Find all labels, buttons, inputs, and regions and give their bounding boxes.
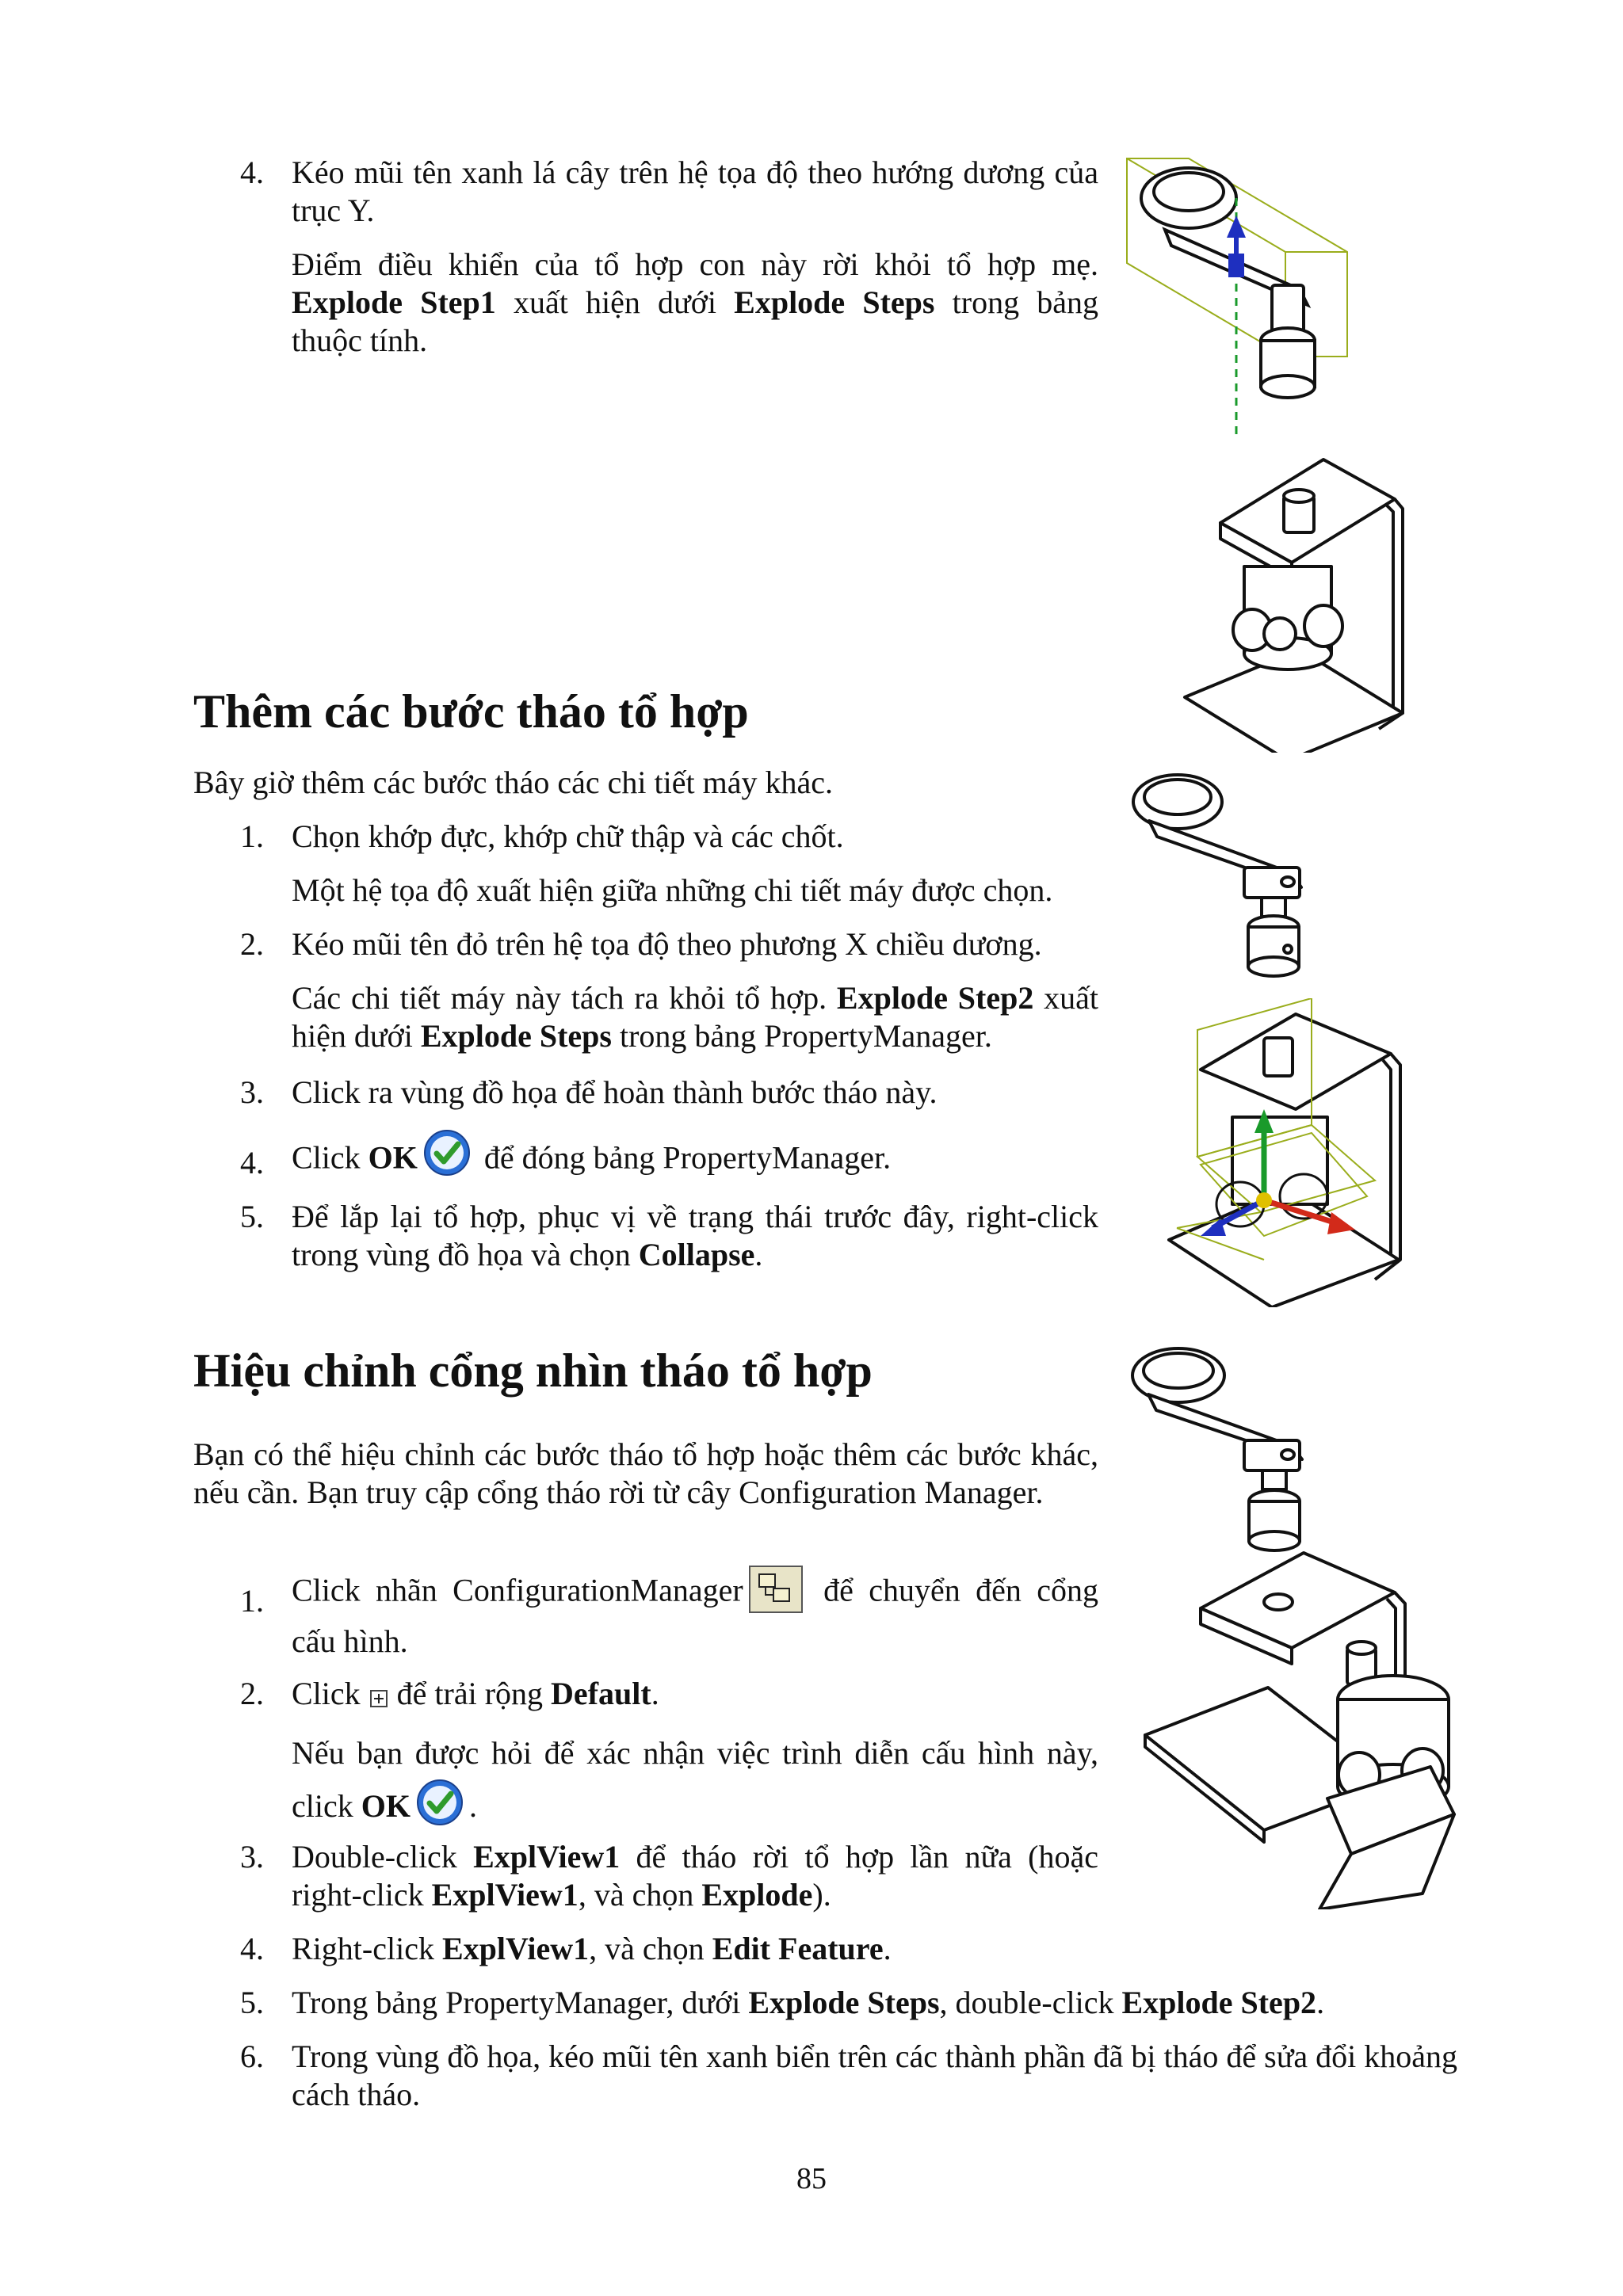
step-text: Right-click ExplView1, và chọn Edit Feature. <box>292 1931 892 1966</box>
step-number: 5. <box>240 1985 264 2020</box>
bold-term: Explode Steps <box>734 284 935 320</box>
step-note: Nếu bạn được hỏi để xác nhận việc trình diễn cấu hình này, click OK . <box>292 1729 1098 1841</box>
figure-frame-assembly <box>1165 452 1419 753</box>
configuration-manager-tab-icon[interactable] <box>748 1565 804 1623</box>
step-text: Click ra vùng đồ họa để hoàn thành bước tháo này. <box>292 1074 938 1110</box>
bold-term: Explode Step2 <box>1121 1985 1317 2020</box>
bold-term: Default <box>551 1676 651 1711</box>
section-heading: Thêm các bước tháo tổ hợp <box>193 685 749 738</box>
step-text: Click để trải rộng Default. <box>292 1675 1098 1716</box>
bold-term: ExplView1 <box>473 1839 621 1875</box>
step-number: 1. <box>240 818 264 854</box>
bold-term: OK <box>368 1139 418 1176</box>
step-number: 1. <box>240 1583 264 1619</box>
step-number: 5. <box>240 1199 264 1234</box>
step-text: Kéo mũi tên đỏ trên hệ tọa độ theo phương X chiều dương. <box>292 926 1042 962</box>
bold-term: OK <box>361 1788 411 1825</box>
step-note: Các chi tiết máy này tách ra khỏi tổ hợp. Explode Step2 xuất hiện dưới Explode Steps trong bảng PropertyManager. <box>292 980 1099 1054</box>
step-text: Click nhãn ConfigurationManager để chuyển đến cổng cấu hình. <box>292 1565 1098 1661</box>
bold-term: Explode Steps <box>748 1985 940 2020</box>
step-text: Click OK để đóng bảng PropertyManager. <box>292 1128 1098 1194</box>
step-note: Một hệ tọa độ xuất hiện giữa những chi tiết máy được chọn. <box>292 872 1053 908</box>
bold-term: Explode Step2 <box>836 980 1034 1016</box>
step-text: Trong bảng PropertyManager, dưới Explode Steps, double-click Explode Step2. <box>292 1985 1325 2020</box>
bold-term: ExplView1 <box>431 1877 579 1913</box>
step-number: 4. <box>240 1145 264 1180</box>
bold-term: Explode <box>701 1877 813 1913</box>
step-text: Kéo mũi tên xanh lá cây trên hệ tọa độ theo hướng dương của trục Y. <box>292 154 1098 228</box>
step-text: Chọn khớp đực, khớp chữ thập và các chốt. <box>292 818 844 854</box>
bold-term: Explode Steps <box>420 1018 612 1054</box>
figure-frame-triad <box>1153 998 1423 1307</box>
figure-crank-detached <box>1125 769 1316 982</box>
step-number: 3. <box>240 1839 264 1875</box>
step-number: 2. <box>240 1676 264 1711</box>
bold-term: Collapse <box>638 1237 755 1272</box>
step-number: 4. <box>240 1931 264 1966</box>
bold-term: ExplView1 <box>441 1931 590 1966</box>
section-intro: Bạn có thể hiệu chỉnh các bước tháo tổ hợp hoặc thêm các bước khác, nếu cần. Bạn truy cập cổng tháo rời từ cây Configuration Manager. <box>193 1436 1098 1510</box>
ok-check-icon[interactable] <box>415 1778 464 1841</box>
step-number: 6. <box>240 2039 264 2074</box>
section-heading: Hiệu chỉnh cổng nhìn tháo tổ hợp <box>193 1344 873 1397</box>
figure-crank-explode-step1 <box>1109 151 1363 436</box>
page-number: 85 <box>796 2162 827 2195</box>
section-intro: Bây giờ thêm các bước tháo các chi tiết máy khác. <box>193 765 833 800</box>
step-number: 3. <box>240 1074 264 1110</box>
bold-term: Explode Step1 <box>292 284 496 320</box>
step-note: Điểm điều khiển của tổ hợp con này rời khỏi tổ hợp mẹ. Explode Step1 xuất hiện dưới Explode Steps trong bảng thuộc tính. <box>292 246 1099 358</box>
step-number: 2. <box>240 926 264 962</box>
step-text: Để lắp lại tổ hợp, phục vị về trạng thái trước đây, right-click trong vùng đồ họa và chọn Collapse. <box>292 1199 1098 1272</box>
step-number: 4. <box>240 154 264 190</box>
bold-term: Edit Feature <box>712 1931 884 1966</box>
expand-plus-icon[interactable] <box>370 1678 388 1716</box>
step-text: Double-click ExplView1 để tháo rời tổ hợp lần nữa (hoặc right-click ExplView1, và chọn Explode). <box>292 1839 1098 1913</box>
figure-fully-exploded <box>1121 1339 1518 1909</box>
step-text: Trong vùng đồ họa, kéo mũi tên xanh biển trên các thành phần đã bị tháo để sửa đổi khoảng cách tháo. <box>292 2039 1457 2112</box>
ok-check-icon[interactable] <box>422 1128 472 1194</box>
